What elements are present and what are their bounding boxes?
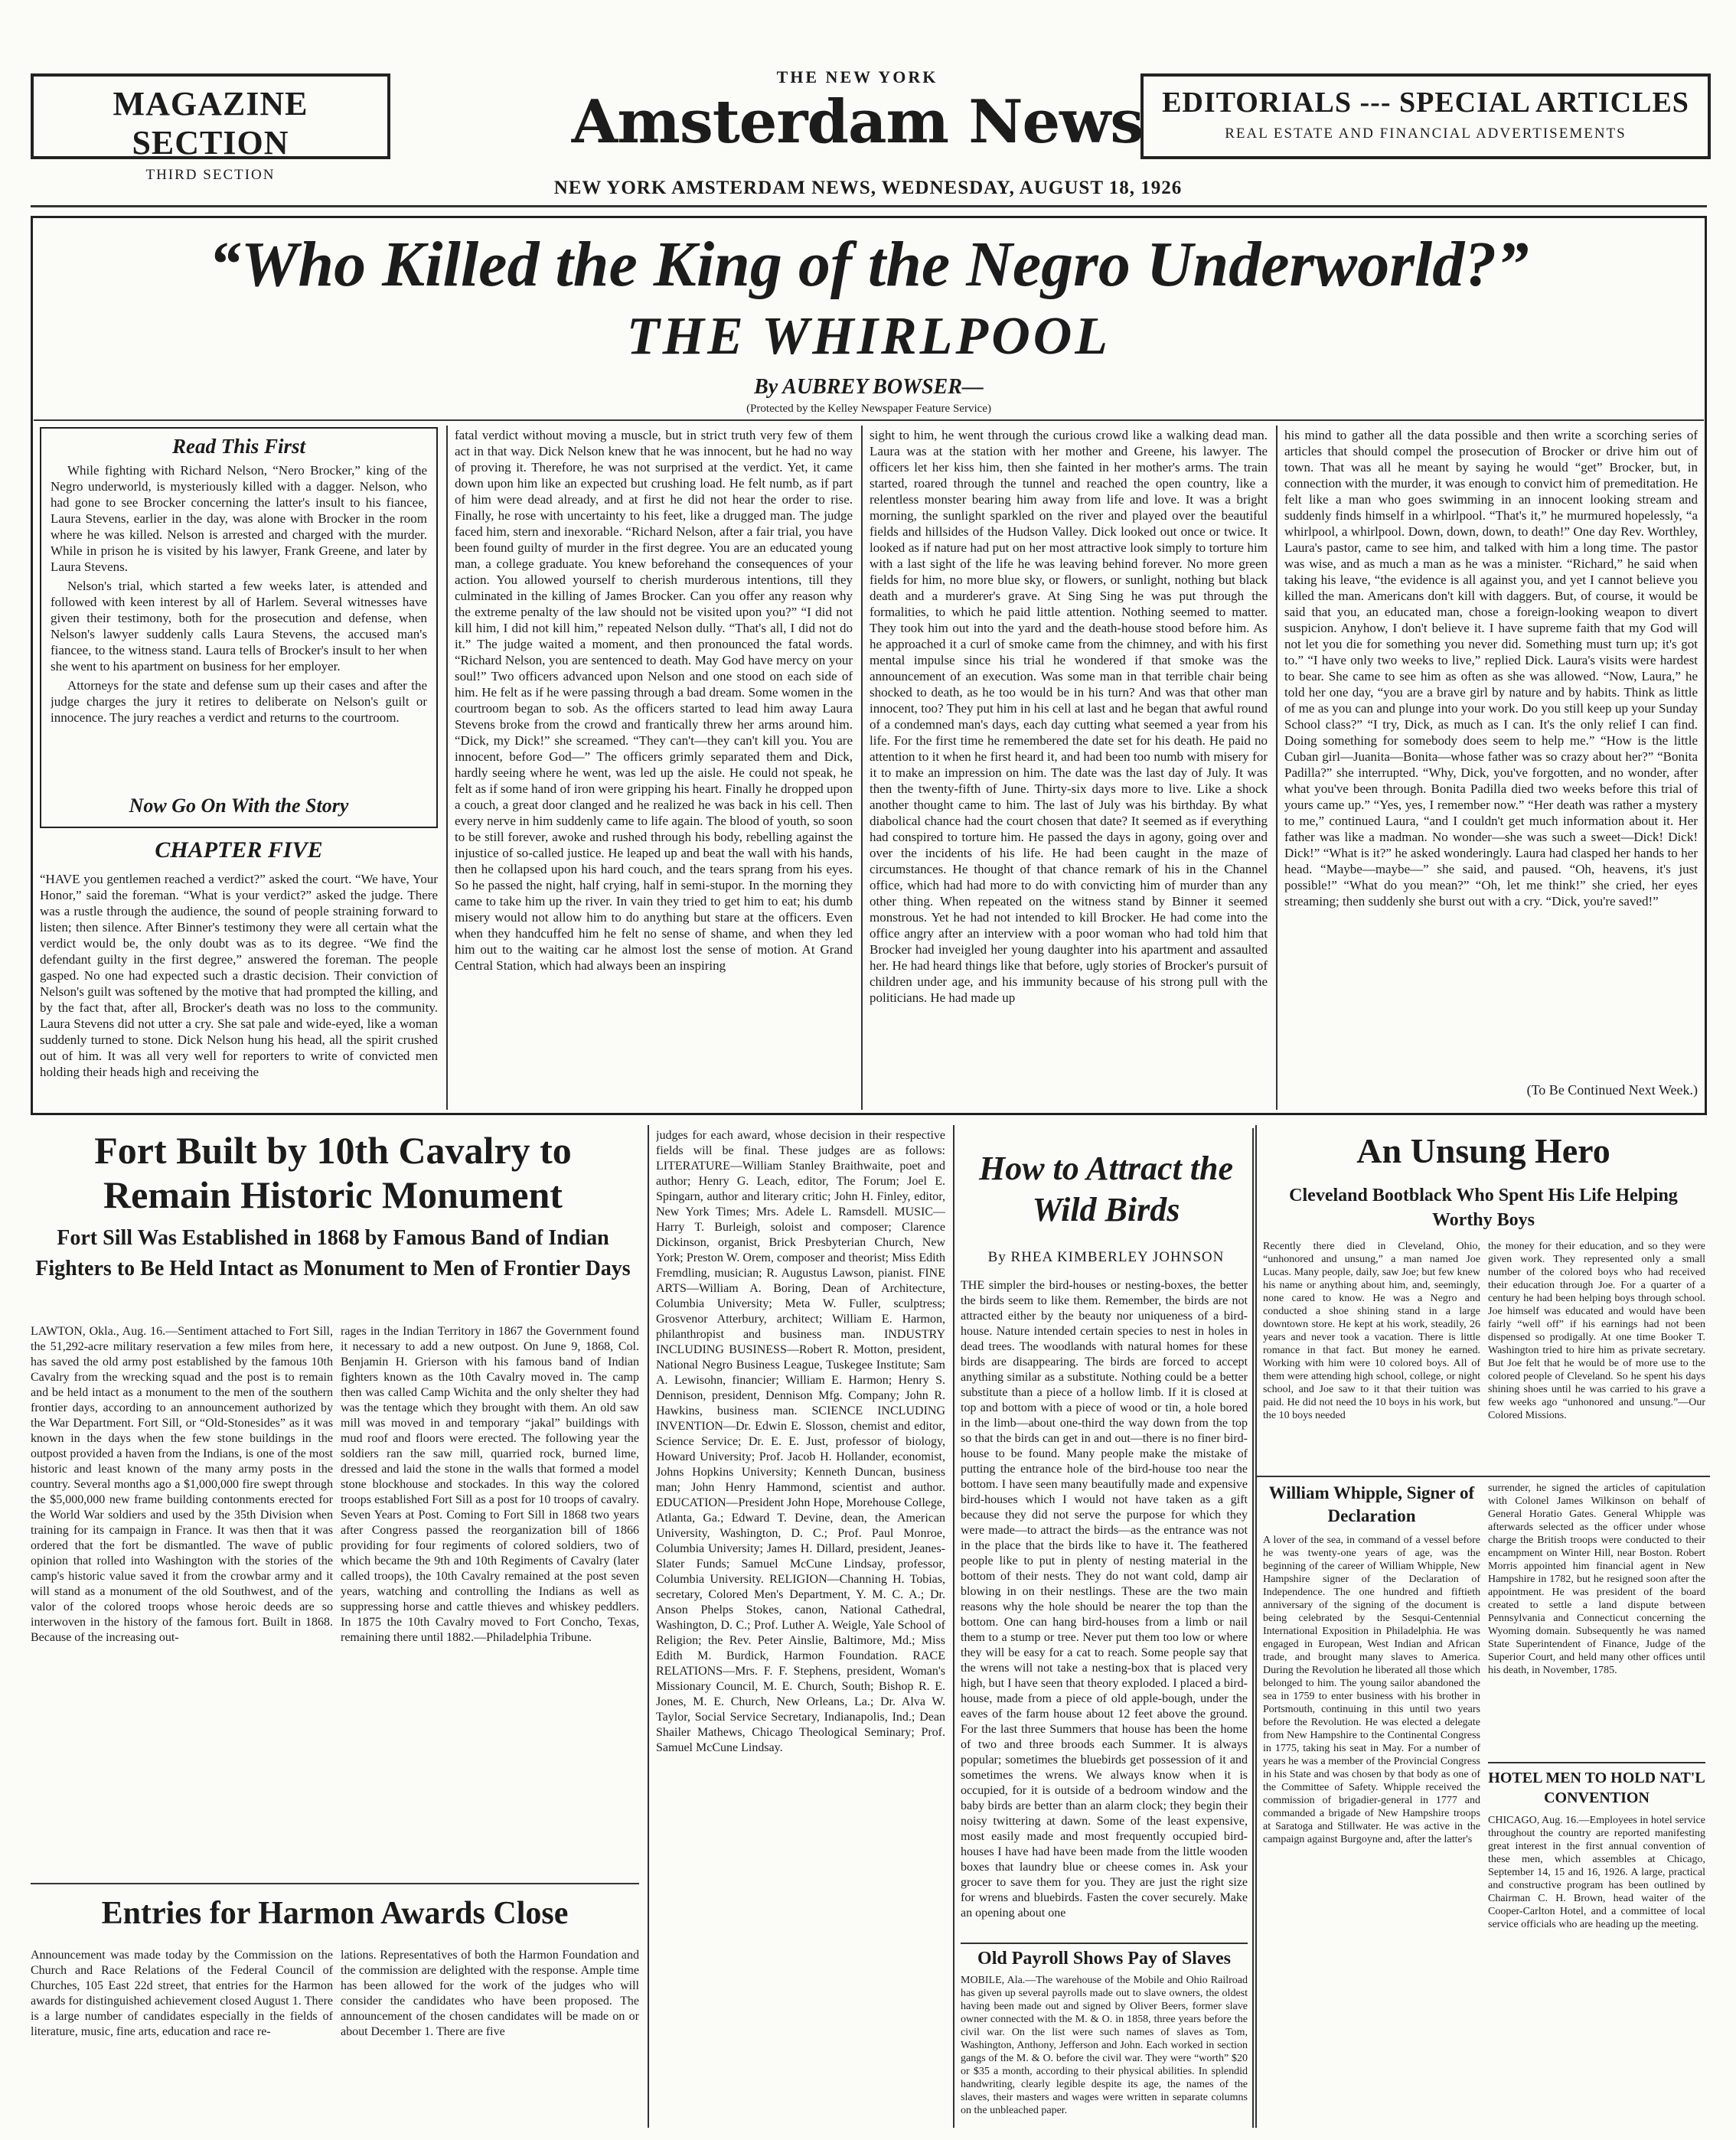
editorials-title: EDITORIALS --- SPECIAL ARTICLES [1162, 86, 1689, 119]
harmon-column-2: lations. Representatives of both the Harmon Foundation and the commission are delighted with the response. Ample time has been allowed for the work of the judges who will consider the candidates who have been proposed. The announcement of the chosen candidates will be made on or about December 1. There are five [341, 1949, 639, 2038]
judges-column-rule [648, 1125, 649, 2128]
feature-protection-note: (Protected by the Kelley Newspaper Feature Service) [746, 403, 991, 415]
read-first-paragraph: Attorneys for the state and defense sum up their cases and after the judge charges the jury it retires to deliberate on Nelson's guilt or innocence. The jury reaches a verdict and returns to the courtroom. [51, 678, 427, 725]
hero-column-1: Recently there died in Cleveland, Ohio, “unhonored and unsung,” a man named Joe Lucas. Many people, daily, saw Joe; but few knew his name or anything about him, and, seemingly, none cared to know. He was a Negro and conducted a shoe shining stand in a large downtown store. He kept at his work, steadily, 26 years and never took a vacation. There is little romance in that fact. But money he earned. Working with him were 10 colored boys. All of them were attending high school, college, or night school, and Joe saw to it that their tuition was paid. He did not need the 10 boys in his work, but the 10 boys needed [1263, 1241, 1480, 1421]
magazine-section-box [31, 73, 390, 183]
harmon-judges-list: judges for each award, whose decision in their respective fields will be final. These judges are as follows: LITERATURE—William Stanley Braithwaite, poet and author; Henry G. Leach, editor, The Forum; Joel E. Spingarn, author and literary critic; John H. Finley, editor, New York Times; Mrs. Adele L. Ramsdell. MUSIC—Harry T. Burleigh, soloist and composer; Clarence Dickinson, organist, Brick Presbyterian Church, New York; Preston W. Orem, composer and theorist; Miss Edith Fremdling, musician; R. Augustus Lawson, pianist. FINE ARTS—William A. Boring, Dean of Architecture, Columbia University; Meta W. Fuller, sculptress; Grosvenor Atterbury, architect; William E. Harmon, philanthropist and business man. INDUSTRY INCLUDING BUSINESS—Robert R. Motton, president, National Negro Business League, Tuskegee Institute; Sam A. Lewisohn, financier; William E. Harmon; Henry S. Dennison, president, Dennison Mfg. Company; John R. Hawkins, business man. SCIENCE INCLUDING INVENTION—Dr. Edwin E. Slosson, chemist and editor, Science Service; Dr. E. E. Just, professor of biology, Howard University; Prof. Jacob H. Hollander, economist, Johns Hopkins University; Kenneth Duncan, business man; John Henry Hammond, scientist and author. EDUCATION—President John Hope, Morehouse College, Atlanta, Ga.; Edward T. Devine, dean, the American University, Washington, D. C.; Prof. Paul Monroe, Columbia University; James H. Dillard, president, Jeanes-Slater Funds; Samuel McCune Lindsay, professor, Columbia University. RELIGION—Channing H. Tobias, secretary, Colored Men's Department, Y. M. C. A.; Dr. Anson Phelps Stokes, canon, National Cathedral, Washington, D. C.; Prof. Luther A. Weigle, Yale School of Religion; the Rev. Peter Ainslie, Baltimore, Md.; Miss Edith M. Burdick, Harmon Foundation. RACE RELATIONS—Mrs. F. F. Stephens, president, Woman's Missionary Council, M. E. Church, South; Bishop R. E. Jones, M. E. Church, New Orleans, La.; Dr. Alva W. Taylor, Social Service Secretary, Indianapolis, Ind.; Dean Shailer Mathews, Chicago Theological Seminary; Prof. Samuel McCune Lindsay. [656, 1129, 945, 1754]
go-on-line: Now Go On With the Story [129, 794, 349, 817]
fort-deck: Fort Sill Was Established in 1868 by Famous Band of Indian Fighters to Be Held Intact as Monument to Men of Frontier Days [35, 1226, 631, 1280]
read-first-paragraph: Nelson's trial, which started a few weeks later, is attended and followed with keen interest by all of Harlem. Several witnesses have given their testimony, both for the prosecution and defense, when Nelson's lawyer suddenly calls Laura Stevens, the accused man's fiancee, to the witness stand. Laura tells of Brocker's insult to her when she went to his apartment on business for her employer. [51, 579, 427, 674]
read-first-title: Read This First [171, 435, 306, 458]
fort-headline: Fort Built by 10th Cavalry to Remain Historic Monument [94, 1129, 572, 1216]
birds-payroll-rule [961, 1943, 1248, 1944]
hero-headline: An Unsung Hero [1356, 1131, 1610, 1170]
birds-headline: How to Attract the Wild Birds [978, 1150, 1234, 1228]
fort-column-2: rages in the Indian Territory in 1867 the Government found it necessary to add a new outpost. On June 9, 1868, Col. Benjamin H. Grierson with his famous band of Indian fighters known as the 10th Cavalry moved in. The camp then was called Camp Wichita and the only shelter they had was the tentage which they brought with them. An old saw mill was moved in and temporary “jakal” buildings with mud roof and floors were erected. The following year the soldiers ran the saw mill, quarried rock, burned lime, dressed and laid the stone in the walls that formed a model stone blockhouse and stockades. In this way the colored troops established Fort Sill as a post for 10 troops of cavalry. Seven Years at Post. Coming to Fort Sill in 1868 two years after Congress passed the reorganization bill of 1866 providing for four regiments of colored soldiers, two of which became the 9th and 10th Regiments of Cavalry (later called troops), the 10th Cavalry remained at the post seven years, watching and controlling the Indians as well as suppressing horse and cattle thieves and whiskey peddlers. In 1875 the 10th Cavalry moved to Fort Concho, Texas, remaining there until 1882.—Philadelphia Tribune. [341, 1325, 639, 1644]
harmon-headline: Entries for Harmon Awards Close [101, 1896, 569, 1931]
fort-harmon-rule [31, 1883, 639, 1884]
newspaper-nameplate: Amsterdam News [571, 87, 1144, 157]
whipple-headline: William Whipple, Signer of Declaration [1268, 1483, 1475, 1525]
to-be-continued: (To Be Continued Next Week.) [1526, 1082, 1698, 1098]
payroll-headline-visible: Old Payroll Shows Pay of Slaves [977, 1949, 1231, 1969]
feature-column-rule [1276, 426, 1278, 1110]
hero-whipple-rule [1257, 1476, 1710, 1477]
the-new-york-label: THE NEW YORK [776, 67, 938, 86]
payroll-text-visible: MOBILE, Ala.—The warehouse of the Mobile and Ohio Railroad has given up several payrolls made out to slave owners, the oldest having been made out and signed by Oliver Beers, former slave owner connected with the M. & O. in 1858, three years before the civil war. On the list were such names of slaves as Tom, Washington, Anthony, Jefferson and John. Each worked in section gangs of the M. & O. before the civil war. They were “worth” $20 or $35 a month, according to their physical abilities. In splendid handwriting, clearly legible despite its age, the names of the slaves, their masters and wages were written in separate columns on the unbleached paper. [961, 1975, 1248, 2116]
magazine-section-title: MAGAZINE SECTION [113, 85, 308, 161]
hero-deck: Cleveland Bootblack Who Spent His Life Helping Worthy Boys [1289, 1186, 1678, 1230]
chapter-heading: CHAPTER FIVE [155, 837, 323, 863]
whipple-column-1: A lover of the sea, in command of a vessel before he was twenty-one years of age, was the beginning of the career of William Whipple, New Hampshire signer of the Declaration of Independence. The one hundred and fiftieth anniversary of the signing of the document is being celebrated by the Sesqui-Centennial International Exposition in Philadelphia. He was engaged in European, West Indian and African trade, and brought many slaves to America. During the Revolution he liberated all those which belonged to him. The young sailor abandoned the sea in 1759 to enter business with his brother in Portsmouth, continuing in this until two years before the Revolution. He was elected a delegate from New Hampshire to the Continental Congress in 1775, taking his seat in May. For a number of years he was a member of the Provincial Congress in his State and was chosen by that body as one of the Committee of Safety. Whipple received the commission of brigadier-general in 1777 and commanded a brigade of New Hampshire troops at Saratoga and Stillwater. He was active in the campaign against Burgoyne and, after the latter's [1263, 1535, 1480, 1845]
feature-column-4: his mind to gather all the data possible and then write a scorching series of articles that should compel the prosecution of Brocker or drive him out of town. That was all he meant by saying he would “get” Brocker, but, in connection with the murder, it was enough to convict him of premeditation. He felt like a man who goes swimming in an innocent looking stream and suddenly finds himself in a whirlpool. “That's it,” he murmured hopelessly, “a whirlpool, a whirlpool. Down, down, down, to death!” One day Rev. Worthley, Laura's pastor, came to see him, and talked with him a long time. The pastor was wise, and as much a man as he was a minister. “Richard,” he said when taking his leave, “the evidence is all against you, and yet I cannot believe you killed the man. Americans don't kill with daggers. But, of course, it would be said that you, an educated man, chose a foreign-looking weapon to divert suspicion. Anyhow, I don't believe it. I have supreme faith that my God will not let you die for something you never did. Something must turn up; it's got to.” “I have only two weeks to live,” replied Dick. Laura's visits were hardest to bear. She came to see him as often as she was allowed. “Now, Laura,” he told her one day, “you are a brave girl by nature and by habits. Think as little of me as you can and plunge into your work. Do you still keep up your Sunday School class?” “I try, Dick, as much as I can. It's the only relief I can find. Doing something for somebody does seem to help me.” “How is the little Cuban girl—Juanita—Bonita—whose father was so crazy about her?” “Bonita Padilla?” she interrupted. “Why, Dick, you've forgotten, and no wonder, after what you've been through. Bonita Padilla died two weeks before this trial of yours came up.” “Yes, yes, I remember now.” “Her death was rather a mystery to me,” continued Laura, “and I couldn't get much information about it. Her father was like a madman. No wonder—she was such a sweet—Dick! Dick! Dick!” “What is it?” he asked wonderingly. Laura had clasped her hands to her head. “Maybe—maybe—” she said, and paused. “Oh, heavens, it's just possible!” “What do you mean?” “Oh, let me think!” she cried, her eyes streaming; then suddenly she burst out with a cry. “Dick, you're saved!” [1284, 428, 1698, 909]
real-estate-label: REAL ESTATE AND FINANCIAL ADVERTISEMENTS [1225, 126, 1627, 142]
birds-inner-rule [1252, 1128, 1254, 2128]
hotel-text: CHICAGO, Aug. 16.—Employees in hotel service throughout the country are reported manifesting great interest in the first annual convention of these men, which assembles at Chicago, September 14, 15 and 16, 1926. A large, practical and constructive program has been outlined by Chairman C. H. Brown, head waiter of the Cooper-Carlton Hotel, and a committee of local service officials who are heading up the meeting. [1488, 1815, 1705, 1930]
harmon-column-1: Announcement was made today by the Commission on the Church and Race Relations of the Federal Council of Churches, 105 East 22d street, that entries for the Harmon awards for distinguished achievement closed August 1. There is a large number of candidates especially in the fields of literature, music, fine arts, education and race re- [31, 1949, 333, 2038]
feature-column-1: “HAVE you gentlemen reached a verdict?” asked the court. “We have, Your Honor,” said the foreman. “What is your verdict?” asked the judge. There was a rustle through the audience, the sound of people straining forward to listen; then silence. After Binner's testimony they were all certain what the verdict would be, the only doubt was as to its degree. “We find the defendant guilty in the first degree,” answered the foreman. The people gasped. No one had expected such a drastic decision. Their conviction of Nelson's guilt was softened by the motive that had prompted the killing, and by the fact that, after all, Brocker's death was no loss to the community. Laura Stevens did not utter a cry. She sat pale and wide-eyed, like a woman suddenly turned to stone. Dick Nelson hung his head, all the spirit crushed out of him. It was all very well for reporters to write of convicted men holding their heads high and receiving the [40, 872, 438, 1079]
hero-panel [1255, 1125, 1710, 2128]
hero-column-2: the money for their education, and so they were given work. They represented only a small number of the colored boys who had received their education through Joe. For a quarter of a century he had been helping boys through school. Joe himself was educated and would have been fairly “well off” if his earnings had not been dispensed so prodigally. At one time Booker T. Washington tried to hire him as private secretary. But Joe felt that he would be of more use to the colored people of Cleveland. So he spent his days shining shoes until he was carried to his grave a few weeks ago “unhonored and unsung.”—Our Colored Missions. [1488, 1241, 1705, 1421]
read-first-text [51, 462, 427, 791]
dateline: NEW YORK AMSTERDAM NEWS, WEDNESDAY, AUGUST 18, 1926 [553, 178, 1183, 198]
dateline-rule [31, 205, 1707, 207]
feature-column-rule [861, 426, 863, 1110]
read-this-first-box [40, 427, 438, 828]
feature-title-rule [34, 419, 1704, 421]
payroll-block [961, 1948, 1248, 2128]
fort-column-1: LAWTON, Okla., Aug. 16.—Sentiment attached to Fort Sill, the 51,292-acre military reservation a few miles from here, has saved the old army post established by the famous 10th Cavalry from the wrecking squad and the post is to remain and be held intact as a monument to the men of the southern frontier days, according to an announcement authorized by the War Department. Fort Sill, or “Old-Stonesides” as it was known in the days when the few stone buildings in the outpost provided a haven from the Indians, is one of the most historic and least known of the many army posts in the country. Several months ago a $1,000,000 fire swept through the $5,000,000 new frame building contonments erected for the World War soldiers and used by the 35th Division when training for its campaign in France. It was then that it was ordered that the fort be dismantled. The wave of public opinion that rolled into Washington with the stories of the camp's historic value saved it from the crowbar army and it will stand as a monument of the old Southwest, and of the valor of the colored troops whose heroic deeds are so interwoven in the history of the famous fort. Built in 1868. Because of the increasing out- [31, 1325, 333, 1644]
feature-column-3: sight to him, he went through the curious crowd like a walking dead man. Laura was at the station with her mother and Greene, his lawyer. The officers let her kiss him, then she fainted in her mother's arms. The train started, roared through the tunnel and reached the open country, like a relentless monster bearing him away from life and love. It was a bright morning, the sunlight sparkled on the river and played over the beautiful fields and hillsides of the Hudson Valley. Dick looked out once or twice. It looked as if nature had put on her most attractive look simply to torture him with a last sight of the life he was leaving behind forever. No more green fields for him, no more blue sky, or flowers, or sunlight, nothing but black death and a murderer's grave. At Sing Sing he was put through the formalities, to which he paid little attention. Nothing seemed to matter. They took him out into the yard and the death-house stood before him. As he approached it a curl of smoke came from the chimney, and with his first mental impulse since his trial he wondered if that smoke was the announcement of an execution. Was some man in that terrible chair being shocked to death, as he too would be in his turn? And was that other man innocent, too? They put him in his cell at last and he began that awful round of a condemned man's days, each day cutting what seemed a year from his life. For the first time he remembered the date set for his death. He paid no attention to it when he first heard it, and had been too numb with misery for it to make an impression on him. The date was the last day of July. It was then the twenty-fifth of June. Thirty-six days more to live. Like a shock another thought came to him. The last of July was his birthday. By what diabolical chance had the court chosen that date? It seemed as if everything had conspired to torture him. He passed the days in agony, going over and over the incidents of his life. He had been caught in the maze of circumstances. He thought of that chance remark of his in the Channel office, which had had more to do with convicting him of murder than any other thing. When repeated on the witness stand by Binner it seemed monstrous. Yet he had not intended to kill Brocker. He had come into the office angry after an interview with a poor woman who had told him that Brocker had inveigled her young daughter into his apartment and assaulted her. He had heard things like that before, ugly stories of Brocker's pursuit of children under age, and his immunity because of his strong pull with the politicians. He had made up [870, 428, 1268, 1005]
feature-column-rule [446, 426, 448, 1110]
birds-byline: By RHEA KIMBERLEY JOHNSON [987, 1249, 1225, 1265]
whipple-hotel-rule [1488, 1762, 1705, 1763]
third-section-label: THIRD SECTION [145, 167, 276, 183]
whipple-column-2: surrender, he signed the articles of capitulation with Colonel James Wilkinson on behalf of General Horatio Gates. General Whipple was afterwards selected as the officer under whose charge the British troops were conducted to their encampment on Winter Hill, near Boston. Robert Morris appointed him financial agent in New Hampshire in 1782, but he resigned soon after the appointment. He was president of the board created to settle a land dispute between Pennsylvania and Connecticut concerning the Wyoming domain. Subsequently he was named State Superintendent of Finance, Judge of the Superior Court, and held many other offices until his death, in November, 1785. [1488, 1483, 1705, 1676]
editorials-box [1140, 73, 1711, 159]
feature-byline: By AUBREY BOWSER— [754, 375, 984, 399]
read-first-paragraph: While fighting with Richard Nelson, “Nero Brocker,” king of the Negro underworld, is mysteriously killed with a dagger. Nelson, who had gone to see Brocker concerning the latter's insult to his fiancee, Laura Stevens, earlier in the day, was alone with Brocker in the room where he was killed. Nelson is arrested and charged with the murder. While in prison he is visited by his lawyer, Frank Greene, and later by Laura Stevens. [51, 463, 427, 574]
feature-headline: “Who Killed the King of the Negro Underworld?” [208, 229, 1529, 300]
feature-column-2: fatal verdict without moving a muscle, but in strict truth very few of them act in that way. Dick Nelson knew that he was innocent, but he had no way of proving it. Therefore, he was not surprised at the verdict. Yet, it came down upon him like an expected but crushing load. He felt numb, as if part of him were dead already, and at first he did not hear the order to rise. Finally, he rose with uncertainty to his feet, like a drugged man. The judge faced him, stern and inexorable. “Richard Nelson, after a fair trial, you have been found guilty of murder in the first degree. You are an educated young man, a college graduate. You knew beforehand the consequences of your action. You allowed yourself to cherish murderous intentions, till they culminated in the killing of James Brocker. Can you offer any reason why the extreme penalty of the law should not be visited upon you?” “I did not kill him, I did not kill him,” repeated Nelson dully. “That's all, I did not do it.” The judge waited a moment, and then pronounced the fatal words. “Richard Nelson, you are sentenced to death. May God have mercy on your soul!” Two officers advanced upon Nelson and one stood on each side of him. He felt as if he were passing through a bad dream. Some women in the courtroom began to sob. As the officers started to lead him away Laura Stevens broke from the crowd and frantically threw her arms around him. “Dick, my Dick!” she screamed. “They can't—they can't kill you. You are innocent, before God—” The officers grimly separated them and Dick, hardly seeing where he went, was led up the aisle. He could not speak, he felt as if some hand of iron were gripping his heart. Finally he dropped upon a couch, a great door clanged and he realized he was back in his cell. Then every nerve in him suddenly came to life again. The blood of youth, so soon to be still forever, awoke and rushed through his body, rebelling against the injustice of so-called justice. He leaped up and beat the wall with his hands, then he collapsed upon his hard couch, and the tears sprang from his eyes. So he passed the night, half crying, half in semi-stupor. In the morning they came to take him up the river. In vain they tried to get him to eat; his dumb misery would not allow him to do anything but stare at the officers. Even when they handcuffed him he felt no sense of shame, and when they led him out to the waiting car he almost lost the sense of motion. At Grand Central Station, which had always been an inspiring [455, 428, 853, 973]
hotel-headline: HOTEL MEN TO HOLD NAT'L CONVENTION [1488, 1770, 1705, 1806]
feature-title: THE WHIRLPOOL [626, 307, 1111, 366]
masthead-center [566, 67, 1148, 158]
birds-column-1: THE simpler the bird-houses or nesting-boxes, the better the birds seem to like them. Remember, the birds are not attracted either by the beauty nor uniqueness of a bird-house. Nature intended certain species to nest in holes in dead trees. The woodlands with natural homes for these birds are disappearing. The birds are forced to accept anything similar as a substitute. Nothing could be a better substitute than a piece of a hollow limb. If it is closed at top and bottom with a piece of wood or tin, a hole bored in the limb—about one-third the way down from the top so that the birds can get in and out—there is no finer bird-house to be found. Many people make the mistake of putting the entrance hole of the bird-house too near the bottom. I have seen many beautifully made and expensive bird-houses which I would not have taken as a gift because they did not serve the purpose for which they were made—to attract the birds—as the entrance was not in the place that the birds like to have it. The feathered people like to put in plenty of nesting material in the bottom of their nests. They do not want cold, damp air blowing in on their nestlings. These are the two main reasons why the hole should be nearer the top than the bottom. One can hang bird-houses from a limb or nail them to a stump or tree. Never put them too low or where they will be easy for a cat to reach. Some people say that the wrens will not take a nesting-box that is placed very high, but I have seen that theory exploded. I placed a bird-house, made from a piece of old apple-bough, under the eaves of the farm house about 12 feet above the ground. For the last three Summers that house has been the home of two and three broods each Summer. It is always popular; sometimes the bluebirds get possession of it and sometimes the wrens. We always know when it is occupied, for it is outside of a bedroom window and the baby birds are better than an alarm clock; they begin their noisy twittering at dawn. Some of the least expensive, most easily made and most frequently occupied bird-houses I have had have been made from the little wooden boxes that laundry blue or cheese comes in. Ask your grocer to save them for you. They are just the right size for wrens and bluebirds. Fasten the cover securely. Make an opening about one [961, 1279, 1248, 1920]
birds-column-rule [953, 1125, 954, 2128]
